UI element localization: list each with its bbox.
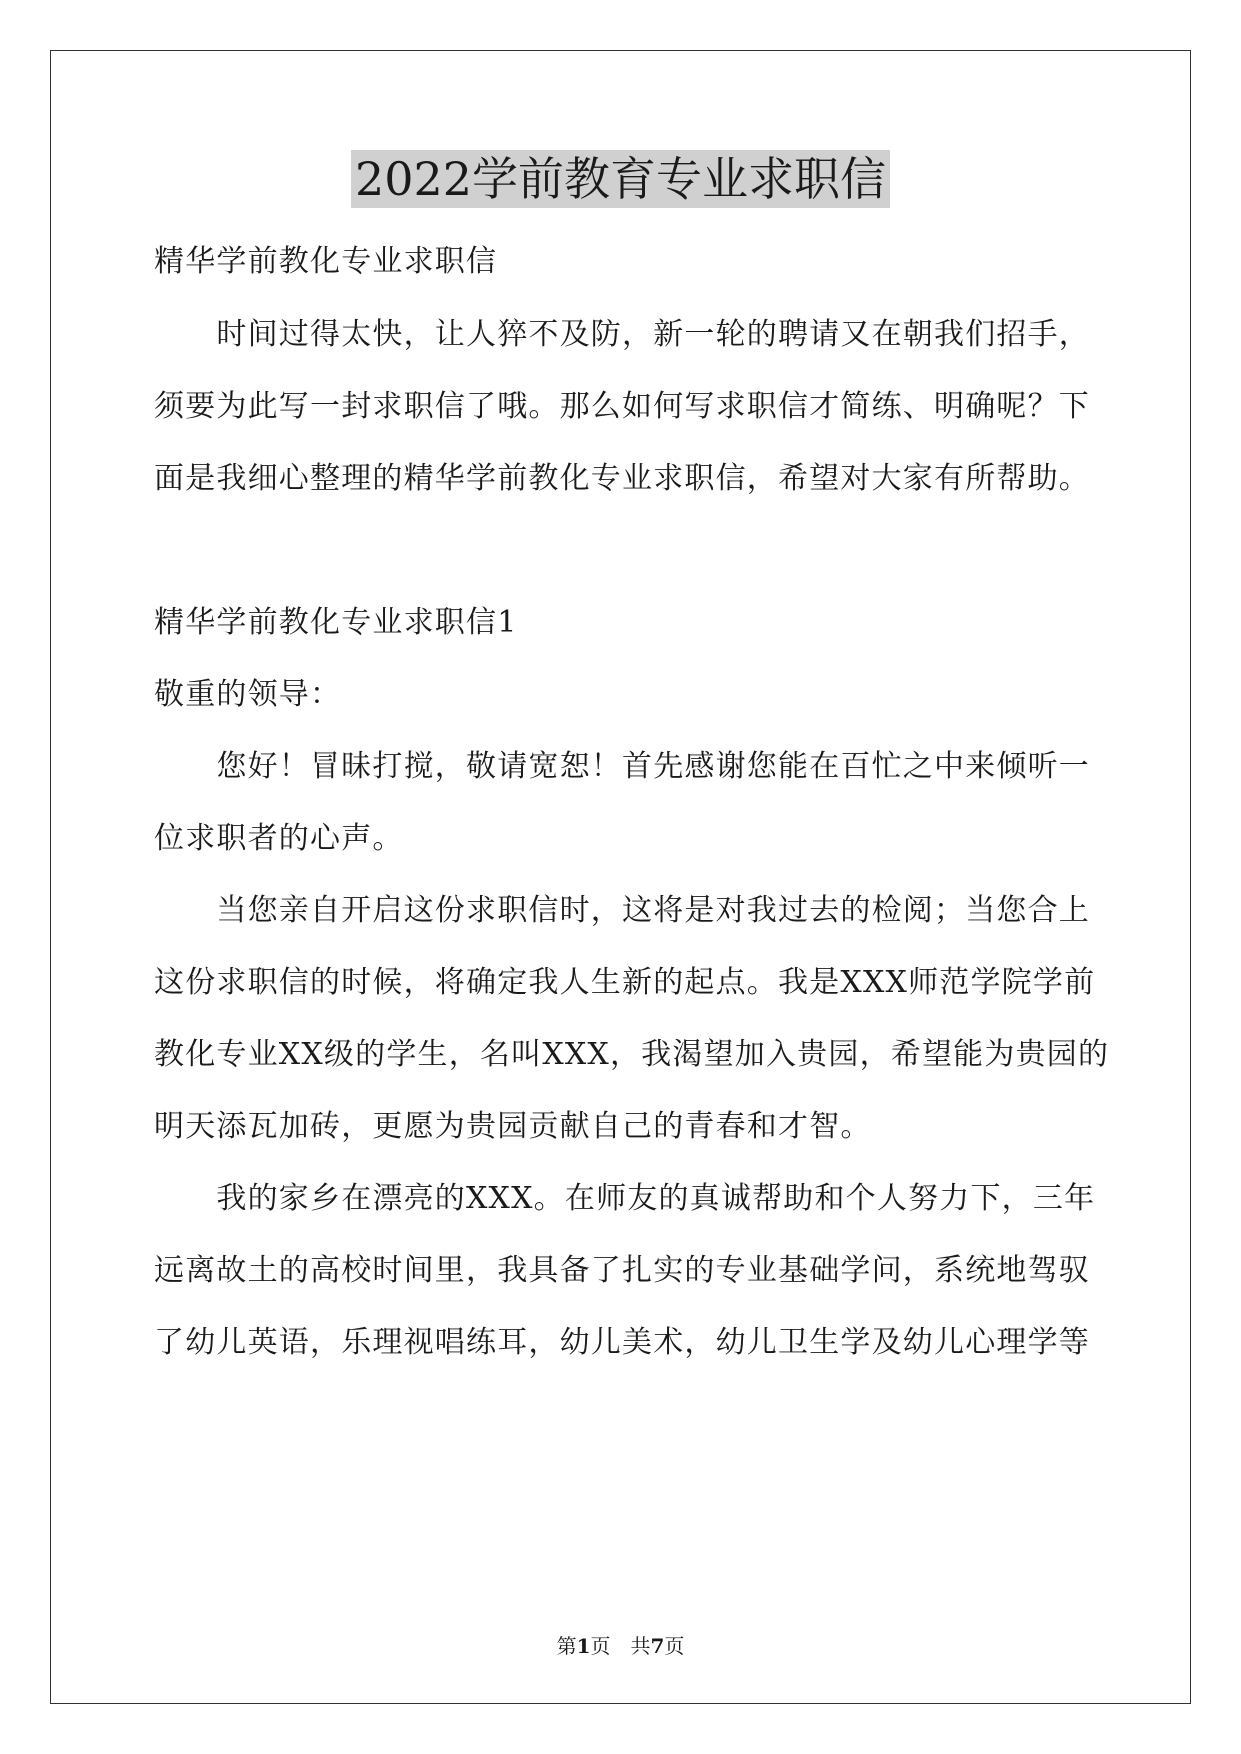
section-heading: 精华学前教化专业求职信1 — [154, 605, 518, 640]
footer-page-suffix: 页 — [664, 1634, 685, 1658]
body-line: 须要为此写一封求职信了哦。那么如何写求职信才简练、明确呢？下 — [154, 389, 1090, 424]
body-line: 时间过得太快，让人猝不及防，新一轮的聘请又在朝我们招手， — [154, 317, 1090, 352]
document-title — [0, 148, 1241, 210]
page-footer — [0, 1633, 1241, 1659]
salutation-line: 敬重的领导： — [154, 677, 342, 712]
body-line: 远离故土的高校时间里，我具备了扎实的专业基础学问，系统地驾驭 — [154, 1253, 1090, 1288]
body-line: 当您亲自开启这份求职信时，这将是对我过去的检阅；当您合上 — [154, 893, 1090, 928]
body-line: 您好！冒昧打搅，敬请宽恕！首先感谢您能在百忙之中来倾听一 — [154, 749, 1090, 784]
body-line: 面是我细心整理的精华学前教化专业求职信，希望对大家有所帮助。 — [154, 461, 1090, 496]
body-line: 位求职者的心声。 — [154, 821, 404, 856]
body-line: 我的家乡在漂亮的XXX。在师友的真诚帮助和个人努力下，三年 — [154, 1181, 1096, 1216]
footer-page-mid: 页 共 — [590, 1634, 651, 1658]
footer-page-prefix: 第 — [556, 1634, 577, 1658]
footer-page-total: 7 — [650, 1634, 665, 1658]
document-title-text: 2022学前教育专业求职信 — [351, 150, 890, 208]
subtitle-line: 精华学前教化专业求职信 — [154, 244, 498, 279]
body-line: 教化专业XX级的学生，名叫XXX，我渴望加入贵园，希望能为贵园的 — [154, 1037, 1110, 1072]
body-line: 明天添瓦加砖，更愿为贵园贡献自己的青春和才智。 — [154, 1109, 872, 1144]
body-line: 这份求职信的时候，将确定我人生新的起点。我是XXX师范学院学前 — [154, 965, 1096, 1000]
footer-page-current: 1 — [576, 1634, 591, 1658]
page-border — [50, 50, 1191, 1704]
body-line: 了幼儿英语，乐理视唱练耳，幼儿美术，幼儿卫生学及幼儿心理学等 — [154, 1325, 1090, 1360]
